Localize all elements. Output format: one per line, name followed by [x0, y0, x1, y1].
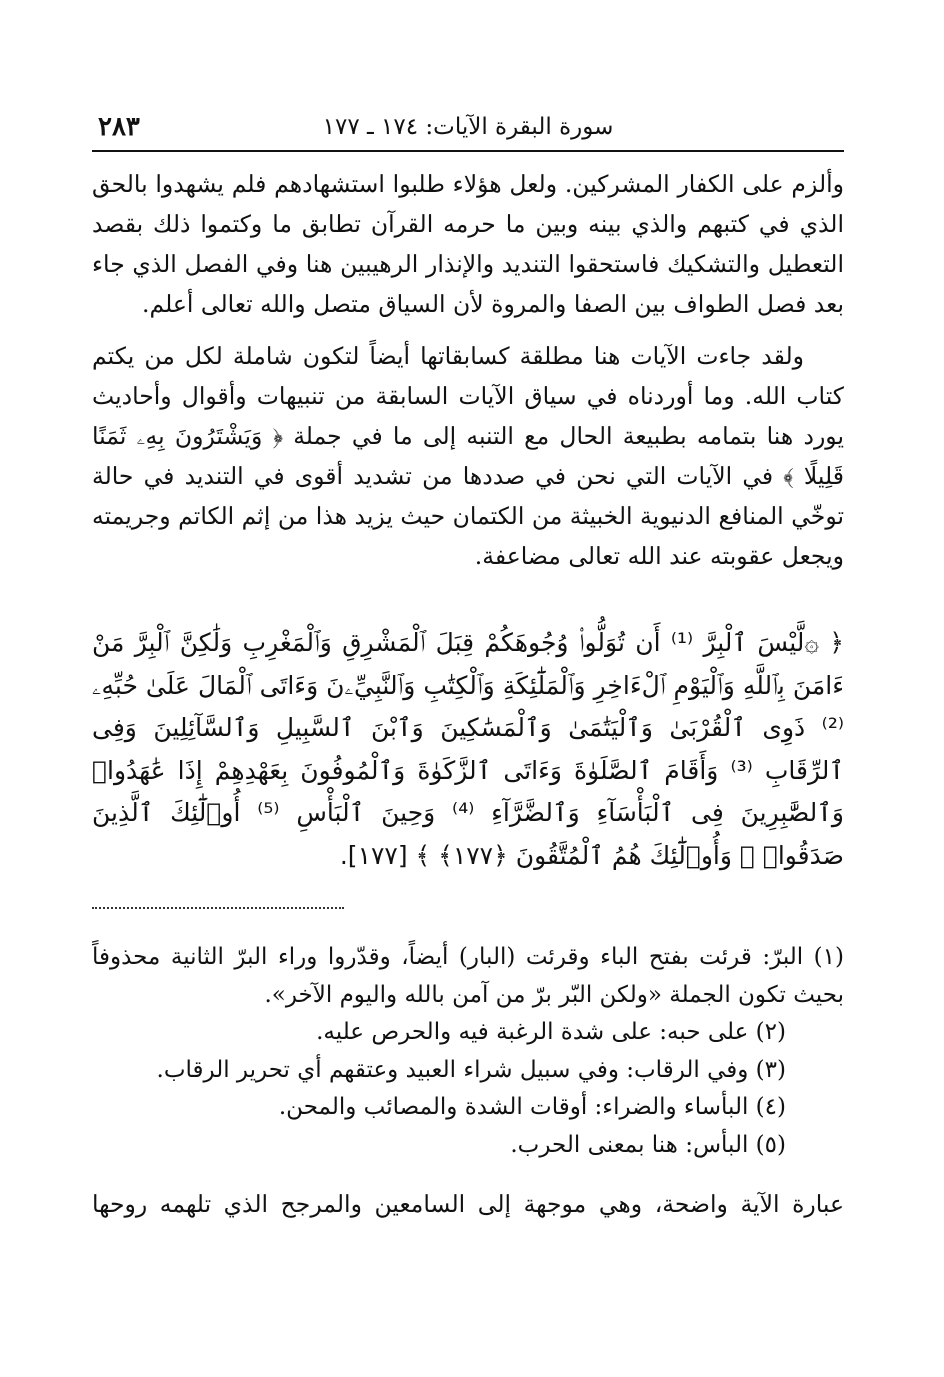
running-title: سورة البقرة الآيات: ١٧٤ ـ ١٧٧: [322, 114, 614, 140]
page-header: [92, 108, 844, 152]
paragraph-2: ولقد جاءت الآيات هنا مطلقة كسابقاتها أيضاً لتكون شاملة لكل من يكتم كتاب الله. وما أوردناه في سياق الآيات السابقة من تنبيهات وأقوال وأحاديث يورد هنا بتمامه بطبيعة الحال مع التنبه إلى ما في جملة ﴿ وَيَشْتَرُونَ بِهِۦ ثَمَنًا قَلِيلًا ﴾ في الآيات التي نحن في صددها من تشديد أقوى في التنديد في حالة توخّي المنافع الدنيوية الخبيثة من الكتمان حيث يزيد هذا من إثم الكاتم وجريمته ويجعل عقوبته عند الله تعالى مضاعفة.: [92, 342, 844, 570]
continuation-text: عبارة الآية واضحة، وهي موجهة إلى السامعين والمرجح الذي تلهمه روحها: [92, 1190, 844, 1218]
footnote-separator: [92, 907, 344, 909]
page-number: ٢٨٣: [98, 112, 140, 142]
footnotes: [92, 939, 844, 1164]
footnote-separator-row: [92, 877, 844, 909]
quran-verse: ﴿ ۞لَّيْسَ ٱلْبِرَّ ⁽¹⁾ أَن تُوَلُّوا۟ وُجُوهَكُمْ قِبَلَ ٱلْمَشْرِقِ وَٱلْمَغْرِبِ وَلَٰكِنَّ ٱلْبِرَّ مَنْ ءَامَنَ بِٱللَّهِ وَٱلْيَوْمِ ٱلْءَاخِرِ وَٱلْمَلَٰٓئِكَةِ وَٱلْكِتَٰبِ وَٱلنَّبِيِّۦنَ وَءَاتَى ٱلْمَالَ عَلَىٰ حُبِّهِۦ ⁽²⁾ ذَوِى ٱلْقُرْبَىٰ وَٱلْيَتَٰمَىٰ وَٱلْمَسَٰكِينَ وَٱبْنَ ٱلسَّبِيلِ وَٱلسَّآئِلِينَ وَفِى ٱلرِّقَابِ ⁽³⁾ وَأَقَامَ ٱلصَّلَوٰةَ وَءَاتَى ٱلزَّكَوٰةَ وَٱلْمُوفُونَ بِعَهْدِهِمْ إِذَا عَٰهَدُوا۟ وَٱلصَّٰبِرِينَ فِى ٱلْبَأْسَآءِ وَٱلضَّرَّآءِ ⁽⁴⁾ وَحِينَ ٱلْبَأْسِ ⁽⁵⁾ أُو۟لَٰٓئِكَ ٱلَّذِينَ صَدَقُوا۟ ۖ وَأُو۟لَٰٓئِكَ هُمُ ٱلْمُتَّقُونَ ﴿١٧٧﴾ ﴾ [١٧٧].: [92, 628, 844, 870]
book-page: [92, 108, 844, 1248]
footnote-3: (٣) وفي الرقاب: وفي سبيل شراء العبيد وعتقهم أي تحرير الرقاب.: [156, 1056, 786, 1083]
footnote-5: (٥) البأس: هنا بمعنى الحرب.: [510, 1131, 786, 1158]
footnote-4: (٤) البأساء والضراء: أوقات الشدة والمصائب والمحن.: [278, 1094, 786, 1120]
footnote-2: (٢) على حبه: على شدة الرغبة فيه والحرص عليه.: [316, 1019, 786, 1045]
footnote-1: (١) البرّ: قرئت بفتح الباء وقرئت (البار) أيضاً، وقدّروا وراء البرّ الثانية محذوفاً بحيث تكون الجملة «ولكن البّر برّ من آمن بالله واليوم الآخر».: [92, 944, 844, 1008]
paragraph-1: وألزم على الكفار المشركين. ولعل هؤلاء طلبوا استشهادهم فلم يشهدوا بالحق الذي في كتبهم والذي بينه وبين ما حرمه القرآن تطابق ما وكتموا ذلك بقصد التعطيل والتشكيك فاستحقوا التنديد والإنذار الرهيبين هنا وفي الفصل الذي جاء بعد فصل الطواف بين الصفا والمروة لأن السياق متصل والله تعالى أعلم.: [92, 170, 844, 318]
